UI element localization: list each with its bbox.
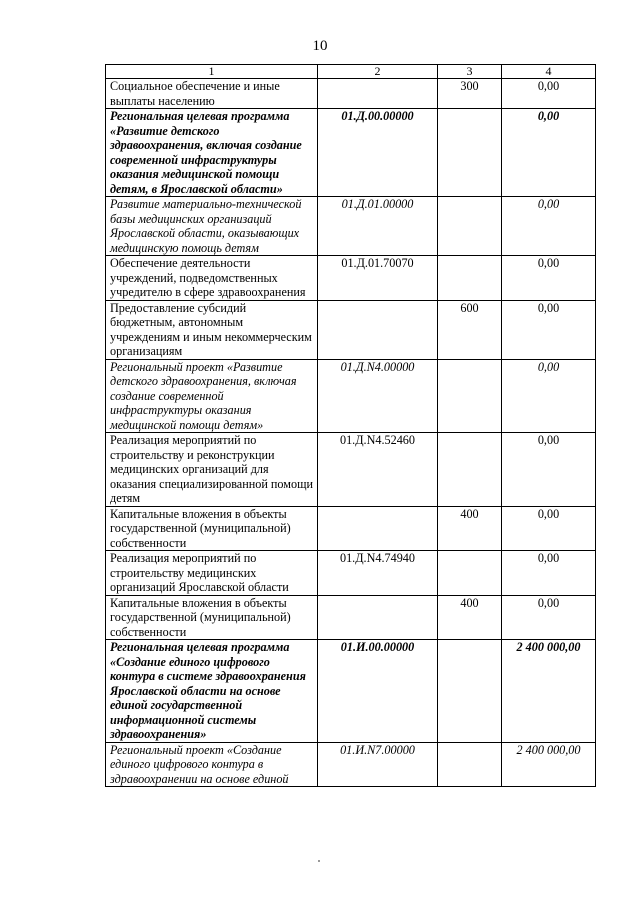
row-code-cell: 01.Д.01.00000 bbox=[318, 197, 438, 256]
row-expense-type-cell bbox=[438, 742, 502, 787]
row-expense-type-cell: 400 bbox=[438, 595, 502, 640]
table-body bbox=[106, 79, 596, 787]
table-row bbox=[106, 506, 596, 551]
row-name-cell: Капитальные вложения в объекты государственной (муниципальной) собственности bbox=[106, 595, 318, 640]
row-name-cell: Обеспечение деятельности учреждений, подведомственных учредителю в сфере здравоохранения bbox=[106, 256, 318, 301]
row-code-cell bbox=[318, 595, 438, 640]
row-expense-type-cell bbox=[438, 197, 502, 256]
row-code-cell bbox=[318, 300, 438, 359]
budget-table bbox=[105, 64, 596, 787]
table-row bbox=[106, 433, 596, 507]
column-header-4: 4 bbox=[502, 65, 596, 79]
row-code-cell: 01.И.N7.00000 bbox=[318, 742, 438, 787]
row-amount-cell: 0,00 bbox=[502, 109, 596, 197]
row-name-cell: Региональный проект «Создание единого цифрового контура в здравоохранении на основе единой bbox=[106, 742, 318, 787]
row-code-cell: 01.Д.N4.00000 bbox=[318, 359, 438, 433]
table-row bbox=[106, 197, 596, 256]
table-row bbox=[106, 256, 596, 301]
row-code-cell: 01.Д.N4.74940 bbox=[318, 551, 438, 596]
row-code-cell: 01.Д.01.70070 bbox=[318, 256, 438, 301]
table-row bbox=[106, 595, 596, 640]
row-expense-type-cell bbox=[438, 359, 502, 433]
row-amount-cell: 0,00 bbox=[502, 506, 596, 551]
row-amount-cell: 0,00 bbox=[502, 79, 596, 109]
row-name-cell: Региональная целевая программа «Развитие детского здравоохранения, включая создание современной инфраструктуры оказания медицинской помощи детям, в Ярославской области» bbox=[106, 109, 318, 197]
row-code-cell bbox=[318, 506, 438, 551]
page-number: 10 bbox=[312, 38, 328, 54]
row-expense-type-cell: 400 bbox=[438, 506, 502, 551]
row-expense-type-cell bbox=[438, 640, 502, 743]
row-amount-cell: 2 400 000,00 bbox=[502, 640, 596, 743]
row-amount-cell: 0,00 bbox=[502, 551, 596, 596]
row-code-cell bbox=[318, 79, 438, 109]
row-expense-type-cell: 600 bbox=[438, 300, 502, 359]
row-name-cell: Реализация мероприятий по строительству и реконструкции медицинских организаций для оказания специализированной помощи детям bbox=[106, 433, 318, 507]
row-amount-cell: 0,00 bbox=[502, 256, 596, 301]
table-row bbox=[106, 640, 596, 743]
row-name-cell: Региональный проект «Развитие детского здравоохранения, включая создание современной инфраструктуры оказания медицинской помощи детям» bbox=[106, 359, 318, 433]
row-name-cell: Предоставление субсидий бюджетным, автономным учреждениям и иным некоммерческим организациям bbox=[106, 300, 318, 359]
row-code-cell: 01.Д.00.00000 bbox=[318, 109, 438, 197]
row-amount-cell: 0,00 bbox=[502, 595, 596, 640]
row-amount-cell: 0,00 bbox=[502, 300, 596, 359]
table-row bbox=[106, 742, 596, 787]
row-expense-type-cell bbox=[438, 256, 502, 301]
row-expense-type-cell bbox=[438, 551, 502, 596]
table-row bbox=[106, 79, 596, 109]
row-amount-cell: 2 400 000,00 bbox=[502, 742, 596, 787]
table-row bbox=[106, 109, 596, 197]
row-name-cell: Развитие материально-технической базы медицинских организаций Ярославской области, оказывающих медицинскую помощь детям bbox=[106, 197, 318, 256]
scan-speck bbox=[318, 860, 320, 862]
table-row bbox=[106, 359, 596, 433]
row-name-cell: Региональная целевая программа «Создание единого цифрового контура в системе здравоохранения Ярославской области на основе единой государственной информационной системы здравоохранения» bbox=[106, 640, 318, 743]
row-name-cell: Социальное обеспечение и иные выплаты населению bbox=[106, 79, 318, 109]
table-header-row bbox=[106, 65, 596, 79]
row-amount-cell: 0,00 bbox=[502, 197, 596, 256]
row-name-cell: Капитальные вложения в объекты государственной (муниципальной) собственности bbox=[106, 506, 318, 551]
row-code-cell: 01.И.00.00000 bbox=[318, 640, 438, 743]
column-header-2: 2 bbox=[318, 65, 438, 79]
column-header-1: 1 bbox=[106, 65, 318, 79]
row-amount-cell: 0,00 bbox=[502, 433, 596, 507]
row-name-cell: Реализация мероприятий по строительству медицинских организаций Ярославской области bbox=[106, 551, 318, 596]
row-code-cell: 01.Д.N4.52460 bbox=[318, 433, 438, 507]
row-amount-cell: 0,00 bbox=[502, 359, 596, 433]
table-row bbox=[106, 551, 596, 596]
row-expense-type-cell bbox=[438, 433, 502, 507]
column-header-3: 3 bbox=[438, 65, 502, 79]
row-expense-type-cell: 300 bbox=[438, 79, 502, 109]
row-expense-type-cell bbox=[438, 109, 502, 197]
table-row bbox=[106, 300, 596, 359]
